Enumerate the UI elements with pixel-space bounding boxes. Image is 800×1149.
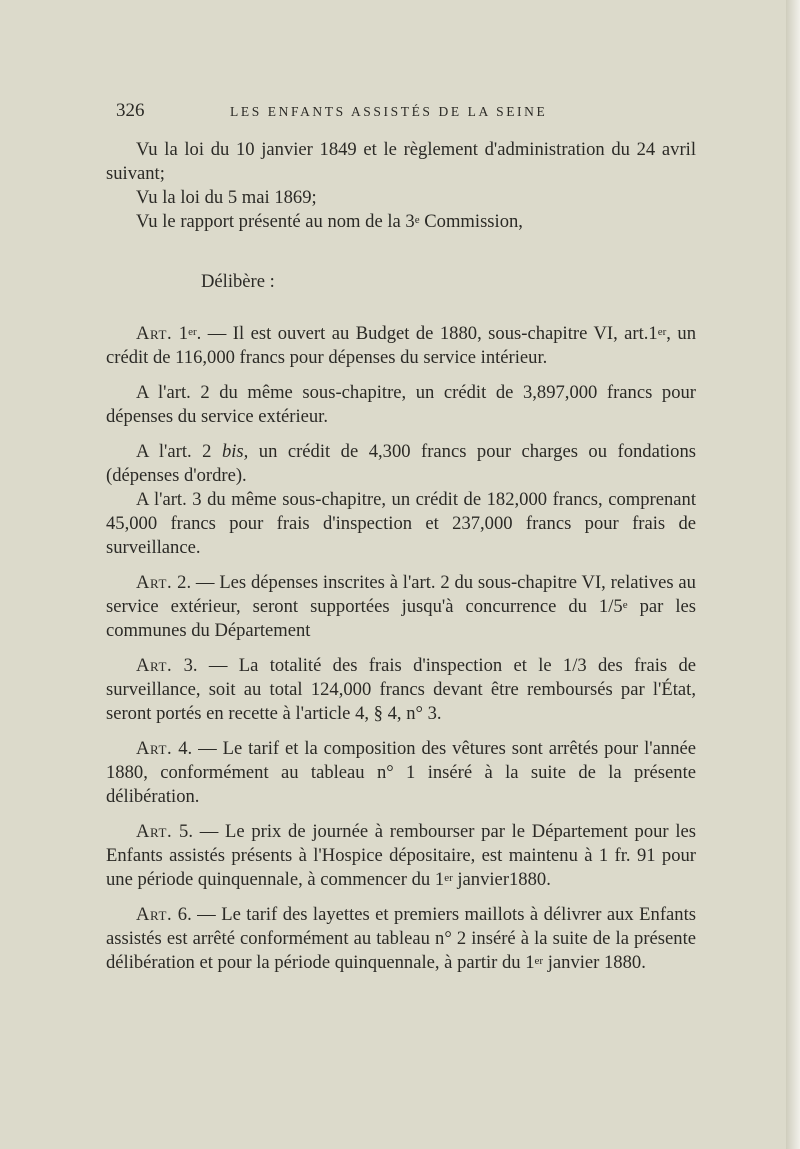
preamble-loi-1849: Vu la loi du 10 janvier 1849 et le règlement d'administration du 24 avril suivant; xyxy=(106,139,696,184)
page-edge xyxy=(786,0,800,1149)
article-6: Art. 6. — Le tarif des layettes et premiers maillots à délivrer aux Enfants assistés est arrêté conformément au tableau n° 2 inséré à la suite de la présente délibération et pour la période quinquennale, à partir du 1er janvier 1880. xyxy=(106,904,696,973)
page-body xyxy=(106,138,696,975)
article-1: Art. 1er. — Il est ouvert au Budget de 1880, sous-chapitre VI, art.1er, un crédit de 116,000 francs pour dépenses du service intérieur. xyxy=(106,323,696,368)
article-5: Art. 5. — Le prix de journée à rembourser par le Département pour les Enfants assistés présents à l'Hospice dépositaire, est maintenu à 1 fr. 91 pour une période quinquennale, à commencer du 1er janvier1880. xyxy=(106,821,696,890)
article-label: Art. xyxy=(136,323,173,344)
delibere-heading: Délibère : xyxy=(201,271,275,292)
page-number: 326 xyxy=(116,100,145,121)
page-header xyxy=(116,100,696,122)
preamble-loi-1869: Vu la loi du 5 mai 1869; xyxy=(136,187,317,208)
article-1-para-4: A l'art. 3 du même sous-chapitre, un crédit de 182,000 francs, comprenant 45,000 francs pour frais d'inspection et 237,000 francs pour frais de surveillance. xyxy=(106,489,696,558)
article-1-para-2: A l'art. 2 du même sous-chapitre, un crédit de 3,897,000 francs pour dépenses du service extérieur. xyxy=(106,382,696,427)
running-title: LES ENFANTS ASSISTÉS DE LA SEINE xyxy=(230,104,548,119)
article-1-para-3: A l'art. 2 bis, un crédit de 4,300 francs pour charges ou fondations (dépenses d'ordre). xyxy=(106,441,697,486)
preamble-rapport: Vu le rapport présenté au nom de la 3e Commission, xyxy=(136,211,523,232)
article-2: Art. 2. — Les dépenses inscrites à l'art. 2 du sous-chapitre VI, relatives au service extérieur, seront supportées jusqu'à concurrence du 1/5e par les communes du Département xyxy=(106,572,696,641)
article-4: Art. 4. — Le tarif et la composition des vêtures sont arrêtés pour l'année 1880, conformément au tableau n° 1 inséré à la suite de la présente délibération. xyxy=(106,738,697,807)
article-3: Art. 3. — La totalité des frais d'inspection et le 1/3 des frais de surveillance, soit au total 124,000 francs devant être remboursés par l'État, seront portés en recette à l'article 4, § 4, n° 3. xyxy=(106,655,696,724)
